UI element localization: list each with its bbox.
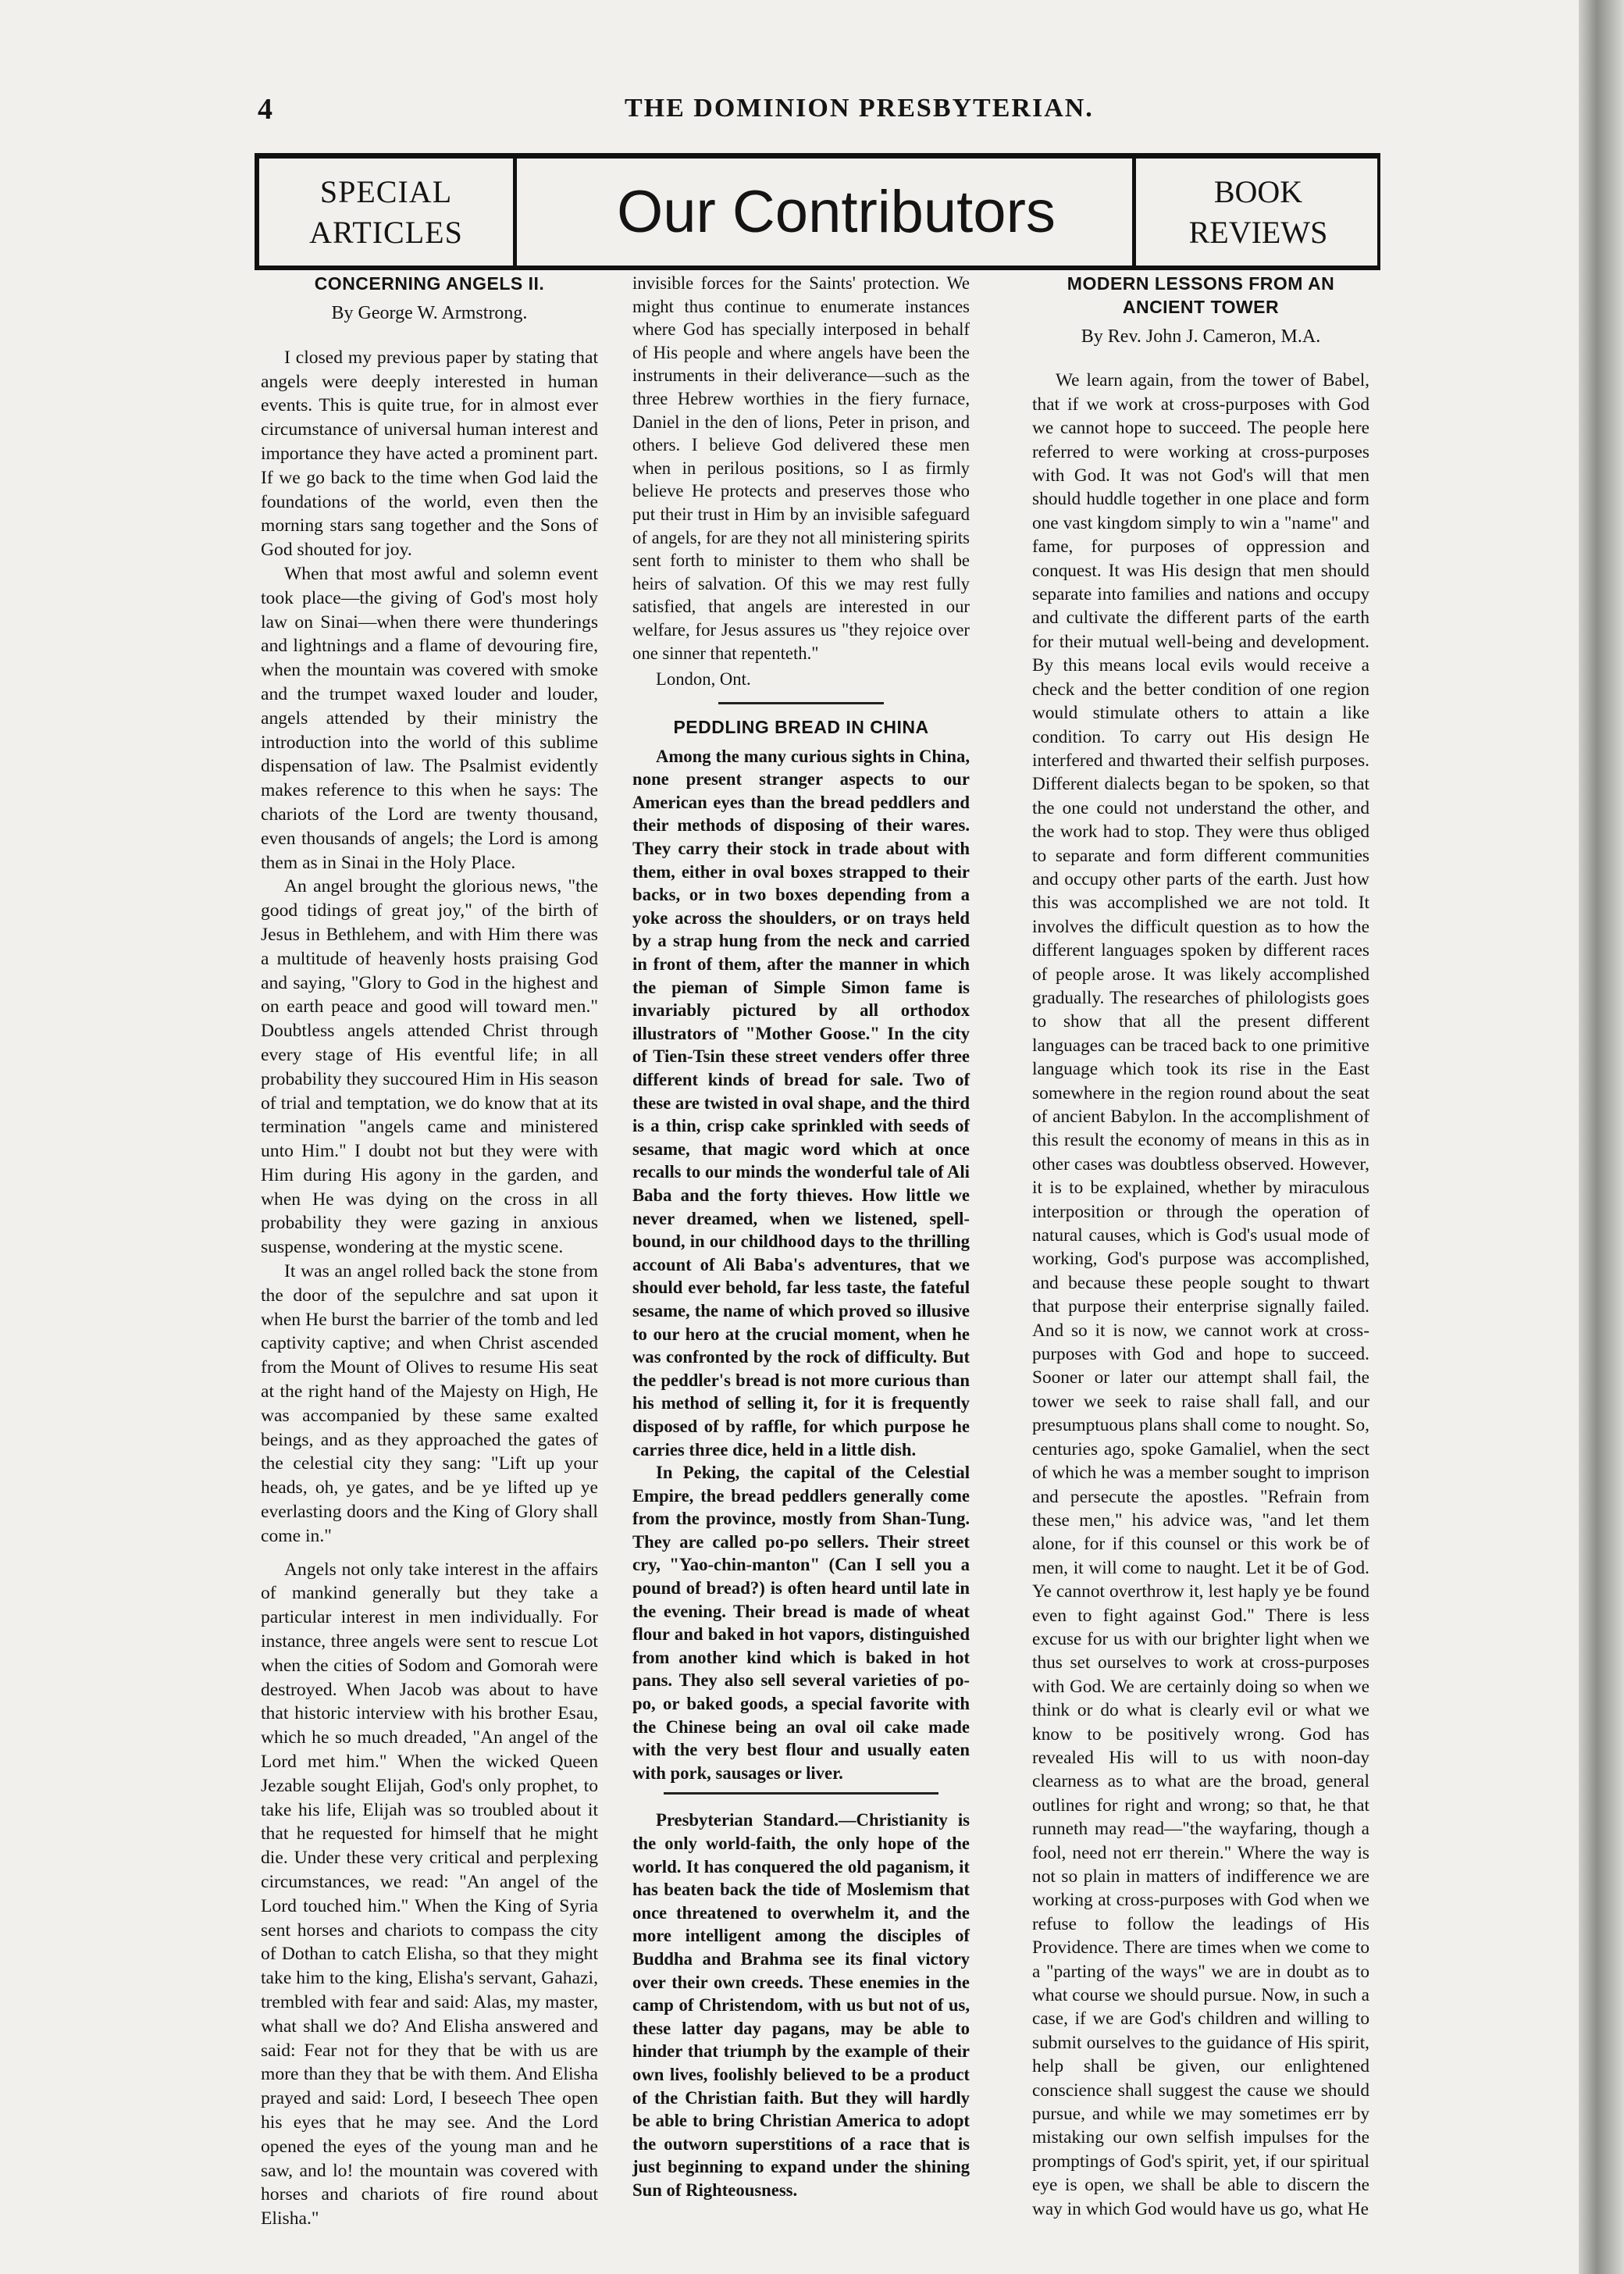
column-3 xyxy=(1032,272,1369,2221)
divider xyxy=(718,702,884,704)
bread-article-body xyxy=(632,745,970,1785)
column-1 xyxy=(261,272,598,2231)
banner-right-box xyxy=(1132,159,1380,266)
banner-title: Our Contributors xyxy=(617,179,1056,245)
paragraph-continued: invisible forces for the Saints' protection. We might thus continue to enumerate instances where God has specially interposed in behalf of His people and where angels have been the instruments in their deliverance—such as the three Hebrew worthies in the fiery furnace, Daniel in the den of lions, Peter in prison, and others. I believe God delivered these men when in perilous positions, so I as firmly believe He protects and preserves those who put their trust in Him by an invisible safeguard of angels, for are they not all ministering spirits sent forth to minister to them who shall be heirs of salvation. Of this we may rest fully satisfied, that angels are interested in our welfare, for Jesus assures us "they rejoice over one sinner that repenteth." xyxy=(632,273,970,663)
paragraph: In Peking, the capital of the Celestial Empire, the bread peddlers generally come from the province, mostly from Shan-Tung. They are called po-po sellers. Their street cry, "Yao-chin-manton" (Can I sell you a pound of bread?) is often heard until late in the evening. Their bread is made of wheat flour and baked in hot vapors, distinguished from another kind which is baked in hot pans. They also sell several varieties of po-po, or baked goods, a special favorite with the Chinese being an oval oil cake made with the very best flour and usually eaten with pork, sausages or liver. xyxy=(632,1463,970,1783)
page-number: 4 xyxy=(258,93,272,126)
running-head xyxy=(258,92,1360,139)
paragraph: When that most awful and solemn event took place—the giving of God's most holy law on Sinai—when there were thunderings and lightnings and a flame of devouring fire, when the mountain was covered with smoke and the trumpet waxed louder and louder, angels attended by their ministry the introduction into the world of this sublime dispensation of law. The Psalmist evidently makes reference to this when he says: The chariots of the Lord are twenty thousand, even thousands of angels; the Lord is among them as in Sinai in the Holy Place. xyxy=(261,563,598,873)
article-title-tower: MODERN LESSONS FROM AN ANCIENT TOWER xyxy=(1067,273,1335,317)
banner-reviews-label: REVIEWS xyxy=(1188,214,1328,250)
paragraph: Presbyterian Standard.—Christianity is the only world-faith, the only hope of the world. It has conquered the old paganism, it has beaten back the tide of Moslemism that once threatened to overwhelm it, and the more intelligent among the disciples of Buddha and Brahma see its final victory over their own creeds. These enemies in the camp of Christendom, with us but not of us, these latter day pagans, may be able to hinder that triumph by the example of their own lives, foolishly believed to be a product of the Christian faith. But they will hardly be able to bring Christian America to adopt the outworn superstitions of a race that is just beginning to expand under the shining Sun of Righteousness. xyxy=(632,1810,970,2200)
section-banner xyxy=(255,153,1380,270)
article-title-angels: CONCERNING ANGELS II. xyxy=(314,273,545,294)
divider xyxy=(664,1792,938,1795)
byline-armstrong: By George W. Armstrong. xyxy=(331,303,528,323)
paragraph: I closed my previous paper by stating that angels were deeply interested in human events. This is quite true, for in almost ever circumstance of universal human interest and importance they have acted a prominent part. If we go back to the time when God laid the foundations of the world, even then the morning stars sang together and the Sons of God shouted for joy. xyxy=(261,347,598,561)
paragraph: We learn again, from the tower of Babel, that if we work at cross-purposes with God we cannot hope to succeed. The people here referred to were working at cross-purposes with God. It was not God's will that men should huddle together in one place and form one vast kingdom simply to win a "name" and fame, for purposes of oppression and conquest. It was His design that men should separate into families and nations and occupy and cultivate the different parts of the earth for their mutual well-being and development. By this means local evils would receive a check and the better condition of one region would stimulate others to attain a like condition. To carry out His design He interfered and thwarted their selfish purposes. Different dialects began to be spoken, so that the one could not understand the other, and the work had to stop. They were thus obliged to separate and form different communities and occupy other parts of the earth. Just how this was accomplished we are not told. It involves the difficult question as to how the different languages spoken by different races of people arose. It was likely accomplished gradually. The researches of philologists goes to show that all the present different languages can be traced back to one primitive language which took its rise in the East somewhere in the region round about the seat of ancient Babylon. In the accomplishment of this result the economy of means in this as in other cases was doubtless observed. However, it is to be explained, whether by miraculous interposition or through the operation of natural causes, which is God's usual mode of working, God's purpose was accomplished, and because these people sought to thwart that purpose their enterprise signally failed. And so it is now, we cannot work at cross-purposes with God and hope to succeed. Sooner or later our attempt shall fail, the tower we seek to raise shall fall, and our presumptuous plans shall come to nought. So, centuries ago, spoke Gamaliel, when the sect of which he was a member sought to imprison and persecute the apostles. "Refrain from these men," his advice was, "and let them alone, for if this counsel or this work be of men, it will come to naught. Let it be of God. Ye cannot overthrow it, lest haply ye be found even to fight against God." There is less excuse for us with our brighter light when we thus set ourselves to work at cross-purposes with God. We are certainly doing so when we think or do what is clearly evil or what we know to be positively wrong. God has revealed His will to us with noon-day clearness as to what are the broad, general outlines for right and wrong; so that, he that runneth may read—"the wayfaring, though a fool, need not err therein." Where the way is not so plain in matters of indifference we are working at cross-purposes with God when we refuse to follow the leadings of His Providence. There are times when we come to a "parting of the ways" we are in doubt as to what course we should pursue. Now, in such a case, if we are God's children and willing to submit ourselves to the guidance of His spirit, help shall be given, our enlightened conscience shall suggest the cause we should pursue, and while we may sometimes err by mistaking our own selfish impulses for the promptings of God's spirit, yet, if our spiritual eye is open, we shall be able to discern the way in which God would have us go, what He xyxy=(1032,370,1369,2219)
page-edge-shadow xyxy=(1579,0,1624,2274)
banner-left-box xyxy=(259,159,517,266)
paragraph: It was an angel rolled back the stone from the door of the sepulchre and sat upon it when He burst the barrier of the tomb and led captivity captive; and when Christ ascended from the Mount of Olives to resume His seat at the right hand of the Majesty on High, He was accompanied by these same exalted beings, and as they approached the gates of the celestial city they sang: "Lift up your heads, oh, ye gates, and be ye lifted up ye everlasting doors and the King of Glory shall come in." xyxy=(261,1261,598,1546)
byline-cameron: By Rev. John J. Cameron, M.A. xyxy=(1081,326,1321,347)
paragraph: Among the many curious sights in China, none present stranger aspects to our American eyes than the bread peddlers and their methods of disposing of their wares. They carry their stock in trade about with them, either in oval boxes strapped to their backs, or in two boxes depending from a yoke across the shoulders, or on trays held by a strap hung from the neck and carried in front of them, after the manner in which the pieman of Simple Simon fame is invariably pictured by all orthodox illustrators of "Mother Goose." In the city of Tien-Tsin these street venders offer three different kinds of bread for sale. Two of these are twisted in oval shape, and the third is a thin, crisp cake sprinkled with seeds of sesame, that magic word which at once recalls to our minds the wonderful tale of Ali Baba and the forty thieves. How little we never dreamed, when we listened, spell-bound, in our childhood days to the thrilling account of Ali Baba's adventures, that we should ever behold, far less taste, the fateful sesame, the name of which proved so illusive to our hero at the crucial moment, when he was confronted by the rock of difficulty. But the peddler's bread is not more curious than his method of selling it, for it is frequently disposed of by raffle, for which purpose he carries three dice, held in a little dish. xyxy=(632,746,970,1460)
banner-articles-label: ARTICLES xyxy=(309,214,463,250)
standard-article-body xyxy=(632,1809,970,2201)
paragraph: An angel brought the glorious news, "the good tidings of great joy," of the birth of Jesus in Bethlehem, and with Him there was a multitude of heavenly hosts praising God and saying, "Glory to God in the highest and on earth peace and good will toward men." Doubtless angels attended Christ through every stage of His eventful life; in all probability they succoured Him in His season of trial and temptation, we do know that at its termination "angels came and ministered unto Him." I doubt not but they were with Him during His agony in the garden, and when He was dying on the cross in all probability they were gazing in anxious suspense, wondering at the mystic scene. xyxy=(261,876,598,1258)
dateline-london: London, Ont. xyxy=(656,669,751,690)
banner-special-label: SPECIAL xyxy=(319,173,453,209)
paragraph: Angels not only take interest in the affairs of mankind generally but they take a particular interest in men individually. For instance, three angels were sent to rescue Lot when the cities of Sodom and Gomorah were destroyed. When Jacob was about to have that historic interview with his brother Esau, which he so much dreaded, "An angel of the Lord met him." When the wicked Queen Jezable sought Elijah, God's only prophet, to take his life, Elijah was so troubled about it that he requested for himself that he might die. Under these very critical and perplexing circumstances, we read: "An angel of the Lord touched him." When the King of Syria sent horses and chariots to compass the city of Dothan to catch Elisha, so that they might take him to the king, Elisha's servant, Gahazi, trembled with fear and said: Alas, my master, what shall we do? And Elisha answered and said: Fear not for they that be with us are more than they that be with them. And Elisha prayed and said: Lord, I beseech Thee open his eyes that he may see. And the Lord opened the eyes of the young man and he saw, and lo! the mountain was covered with horses and chariots of fire round about Elisha." xyxy=(261,1559,598,2229)
banner-book-label: BOOK xyxy=(1213,173,1303,209)
journal-title: THE DOMINION PRESBYTERIAN. xyxy=(625,94,1094,123)
column-2 xyxy=(632,272,970,2202)
article-title-bread: PEDDLING BREAD IN CHINA xyxy=(673,716,929,737)
